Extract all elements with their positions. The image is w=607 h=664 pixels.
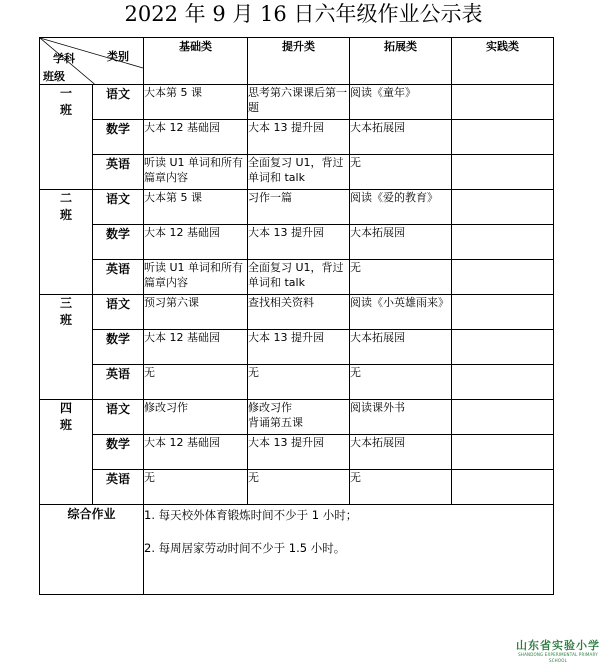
subject-cell: 数学 (93, 330, 144, 365)
homework-cell: 大本拓展园 (350, 330, 452, 365)
homework-cell: 听读 U1 单词和所有篇章内容 (144, 260, 248, 295)
homework-cell: 大本 13 提升园 (248, 435, 350, 470)
homework-cell: 全面复习 U1，背过单词和 talk (248, 260, 350, 295)
class-name-bottom: 班 (59, 418, 72, 432)
class-name-top: 四 (59, 401, 72, 415)
comprehensive-notes (144, 505, 554, 595)
class-name-bottom: 班 (59, 103, 72, 117)
column-header-practice: 实践类 (452, 38, 554, 85)
homework-cell: 无 (350, 365, 452, 400)
class-name-top: 二 (59, 191, 72, 205)
homework-table (39, 37, 554, 595)
homework-cell: 大本拓展园 (350, 120, 452, 155)
homework-cell: 预习第六课 (144, 295, 248, 330)
column-header-basic: 基础类 (144, 38, 248, 85)
homework-cell: 阅读课外书 (350, 400, 452, 435)
homework-cell: 大本拓展园 (350, 225, 452, 260)
table-row (40, 365, 554, 400)
homework-cell (452, 365, 554, 400)
homework-cell (452, 225, 554, 260)
table-row (40, 120, 554, 155)
school-logo (512, 639, 604, 664)
homework-cell: 思考第六课课后第一题 (248, 85, 350, 120)
subject-cell: 英语 (93, 470, 144, 505)
homework-cell: 修改习作 背诵第五课 (248, 400, 350, 435)
table-row (40, 295, 554, 330)
homework-cell: 无 (144, 470, 248, 505)
subject-header-label: 学科 (53, 52, 75, 65)
homework-cell: 阅读《爱的教育》 (350, 190, 452, 225)
homework-cell (452, 435, 554, 470)
table-row (40, 400, 554, 435)
comprehensive-note: 2. 每周居家劳动时间不少于 1.5 小时。 (144, 541, 346, 555)
table-row (40, 330, 554, 365)
school-logo-english: SHANDONG EXPERIMENTAL PRIMARY SCHOOL (518, 652, 598, 663)
page-title: 2022 年 9 月 16 日六年级作业公示表 (124, 2, 483, 26)
table-row (40, 470, 554, 505)
homework-cell: 无 (144, 365, 248, 400)
class-name-cell (40, 85, 93, 190)
homework-cell: 听读 U1 单词和所有篇章内容 (144, 155, 248, 190)
homework-cell (452, 120, 554, 155)
class-name-cell (40, 190, 93, 295)
class-name-bottom: 班 (59, 313, 72, 327)
subject-cell: 语文 (93, 295, 144, 330)
homework-cell: 大本 12 基础园 (144, 435, 248, 470)
homework-cell: 大本 12 基础园 (144, 120, 248, 155)
homework-cell: 习作一篇 (248, 190, 350, 225)
homework-cell: 修改习作 (144, 400, 248, 435)
category-header-label: 类别 (107, 50, 129, 63)
homework-cell: 全面复习 U1，背过单词和 talk (248, 155, 350, 190)
column-header-improve: 提升类 (248, 38, 350, 85)
subject-cell: 数学 (93, 120, 144, 155)
table-row (40, 225, 554, 260)
homework-cell: 无 (350, 470, 452, 505)
table-row (40, 85, 554, 120)
homework-cell (452, 155, 554, 190)
class-name-cell (40, 295, 93, 400)
class-name-top: 一 (59, 86, 72, 100)
subject-cell: 数学 (93, 435, 144, 470)
homework-cell: 大本拓展园 (350, 435, 452, 470)
column-header-extend: 拓展类 (350, 38, 452, 85)
homework-cell (452, 330, 554, 365)
homework-cell: 大本 13 提升园 (248, 330, 350, 365)
homework-cell (452, 190, 554, 225)
class-name-top: 三 (59, 296, 72, 310)
subject-cell: 数学 (93, 225, 144, 260)
subject-cell: 语文 (93, 85, 144, 120)
table-row (40, 260, 554, 295)
table-row (40, 155, 554, 190)
homework-cell: 查找相关资料 (248, 295, 350, 330)
homework-cell: 大本第 5 课 (144, 85, 248, 120)
homework-cell (452, 470, 554, 505)
class-name-cell (40, 400, 93, 505)
homework-cell (452, 295, 554, 330)
class-name-bottom: 班 (59, 208, 72, 222)
homework-cell: 无 (350, 260, 452, 295)
subject-cell: 英语 (93, 260, 144, 295)
class-header-label: 班级 (43, 70, 65, 83)
header-row (40, 38, 554, 85)
table-row (40, 190, 554, 225)
homework-cell: 无 (350, 155, 452, 190)
table-row (40, 435, 554, 470)
comprehensive-label: 综合作业 (40, 505, 144, 595)
homework-cell: 无 (248, 365, 350, 400)
homework-cell (452, 85, 554, 120)
homework-cell: 大本 12 基础园 (144, 330, 248, 365)
school-logo-name: 山东省实验小学 (516, 639, 600, 652)
comprehensive-row (40, 505, 554, 595)
homework-cell (452, 260, 554, 295)
homework-cell: 大本 12 基础园 (144, 225, 248, 260)
homework-cell: 阅读《童年》 (350, 85, 452, 120)
subject-cell: 语文 (93, 190, 144, 225)
subject-cell: 英语 (93, 365, 144, 400)
homework-cell: 大本第 5 课 (144, 190, 248, 225)
homework-cell: 无 (248, 470, 350, 505)
homework-cell: 大本 13 提升园 (248, 225, 350, 260)
homework-cell: 大本 13 提升园 (248, 120, 350, 155)
comprehensive-note: 1. 每天校外体育锻炼时间不少于 1 小时； (144, 508, 358, 522)
subject-cell: 英语 (93, 155, 144, 190)
homework-cell (452, 400, 554, 435)
diagonal-header-cell (40, 38, 144, 85)
subject-cell: 语文 (93, 400, 144, 435)
homework-cell: 阅读《小英雄雨来》 (350, 295, 452, 330)
